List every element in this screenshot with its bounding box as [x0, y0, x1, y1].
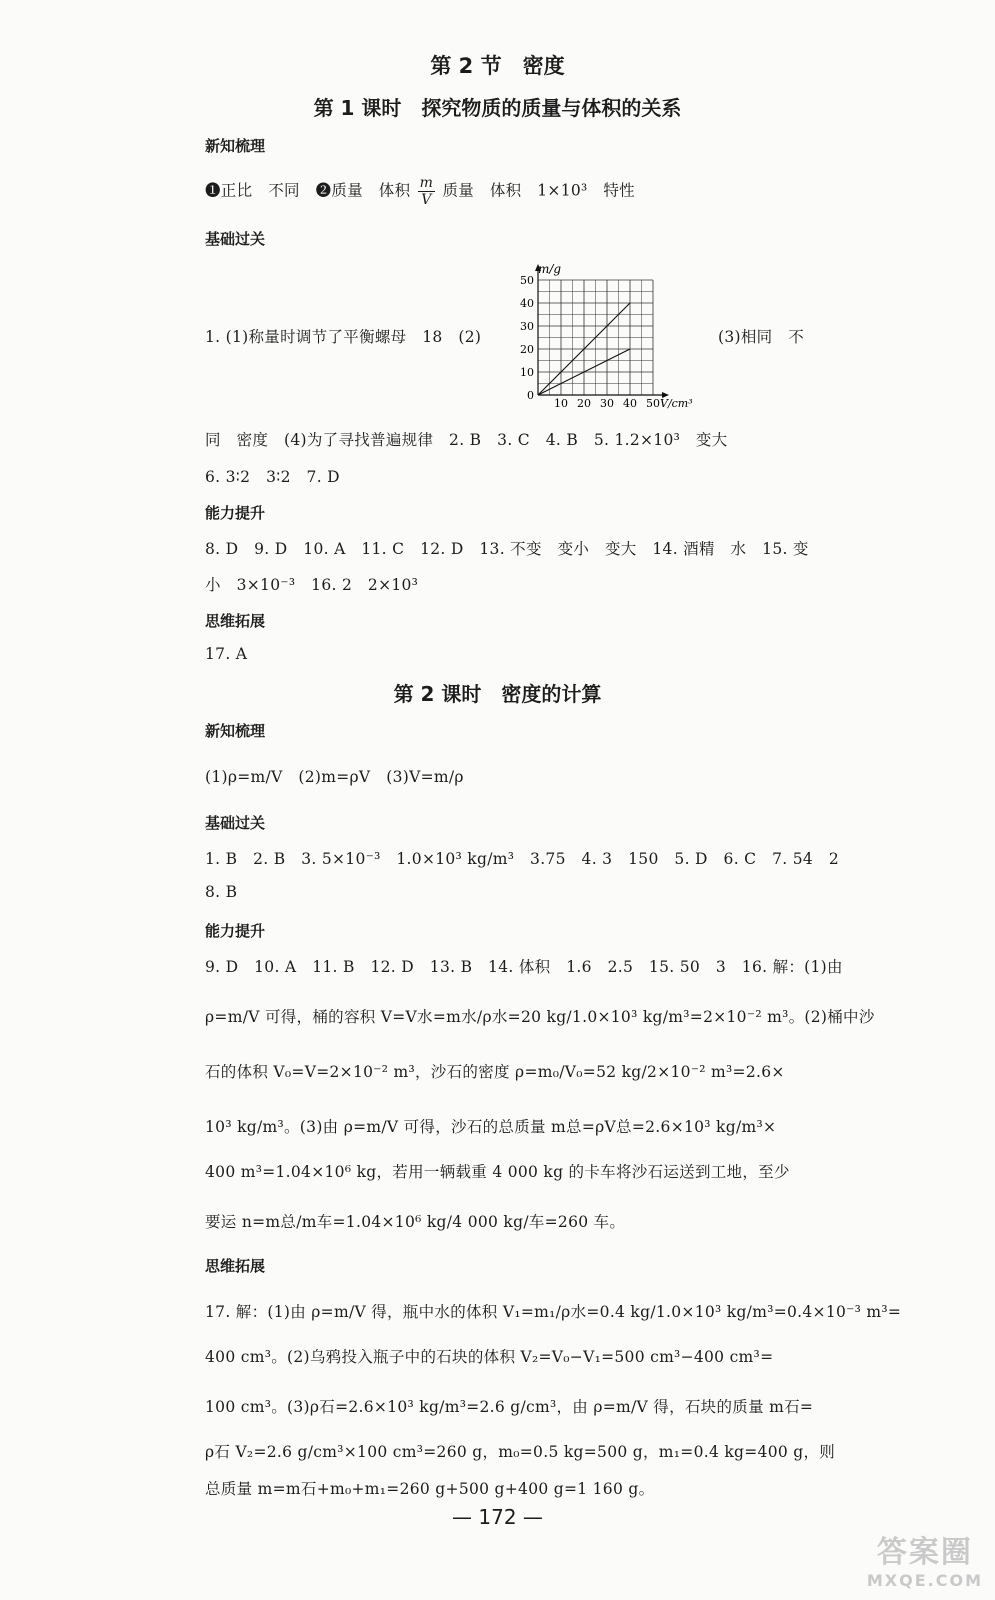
heading-jcgg-1: 基础过关	[205, 230, 266, 248]
l1-q6: 6. 3∶2 3∶2 7. D	[205, 468, 340, 486]
l2-nl3: 石的体积 V₀=V=2×10⁻² m³，沙石的密度 ρ=m₀/V₀=52 kg/2×10⁻² m³=2.6×	[205, 1063, 785, 1081]
watermark-logo: 答案圈 MXQE.COM	[866, 1535, 983, 1590]
heading-swtz-1: 思维拓展	[205, 612, 266, 630]
l2-nl2: ρ=m/V 可得，桶的容积 V=V水=m水/ρ水=20 kg/1.0×10³ kg/m³=2×10⁻² m³。(2)桶中沙	[205, 1008, 875, 1026]
l1-xzsl-a: ❶正比 不同 ❷质量 体积	[205, 181, 411, 200]
density-fraction: $\frac{m}{V}$	[419, 175, 434, 208]
x-axis-label: V/cm³	[660, 397, 693, 410]
l1-xzsl-line	[205, 175, 825, 208]
lesson2-title: 第 2 课时 密度的计算	[393, 682, 602, 706]
heading-xzsl-1: 新知梳理	[205, 137, 266, 155]
l2-jc1: 1. B 2. B 3. 5×10⁻³ 1.0×10³ kg/m³ 3.75 4. 3 150 5. D 6. C 7. 54 2	[205, 850, 840, 868]
x-tick-label: 50	[646, 397, 660, 410]
l2-sw1: 17. 解：(1)由 ρ=m/V 得，瓶中水的体积 V₁=m₁/ρ水=0.4 kg/1.0×10³ kg/m³=0.4×10⁻³ m³=	[205, 1303, 902, 1321]
heading-xzsl-2: 新知梳理	[205, 722, 266, 740]
l2-sw2: 400 cm³。(2)乌鸦投入瓶子中的石块的体积 V₂=V₀−V₁=500 cm³−400 cm³=	[205, 1348, 774, 1366]
l2-sw4: ρ石 V₂=2.6 g/cm³×100 cm³=260 g，m₀=0.5 kg=500 g，m₁=0.4 kg=400 g，则	[205, 1443, 836, 1461]
mass-volume-chart	[510, 255, 710, 415]
l2-nl5: 400 m³=1.04×10⁶ kg，若用一辆载重 4 000 kg 的卡车将沙石运送到工地，至少	[205, 1163, 790, 1181]
y-tick-label: 50	[520, 274, 534, 287]
l2-jc2: 8. B	[205, 883, 238, 901]
x-tick-label: 30	[600, 397, 614, 410]
l1-q1-cont: 同 密度 (4)为了寻找普遍规律 2. B 3. C 4. B 5. 1.2×10³ 变大	[205, 431, 728, 449]
lesson1-title: 第 1 课时 探究物质的质量与体积的关系	[313, 96, 682, 120]
l2-nl4: 10³ kg/m³。(3)由 ρ=m/V 可得，沙石的总质量 m总=ρV总=2.6×10³ kg/m³×	[205, 1118, 777, 1136]
l2-nl6: 要运 n=m总/m车=1.04×10⁶ kg/4 000 kg/车=260 车。	[205, 1213, 626, 1231]
l1-xzsl-b: 质量 体积 1×10³ 特性	[442, 181, 635, 200]
x-tick-label: 10	[554, 397, 568, 410]
y-tick-label: 30	[520, 320, 534, 333]
page-number: — 172 —	[452, 1505, 543, 1529]
section-title: 第 2 节 密度	[430, 54, 565, 78]
heading-jcgg-2: 基础过关	[205, 814, 266, 832]
x-tick-label: 40	[623, 397, 637, 410]
l2-sw3: 100 cm³。(3)ρ石=2.6×10³ kg/m³=2.6 g/cm³，由 ρ=m/V 得，石块的质量 m石=	[205, 1398, 814, 1416]
l1-nl2: 小 3×10⁻³ 16. 2 2×10³	[205, 576, 419, 594]
y-tick-label: 0	[527, 389, 534, 402]
l2-sw5: 总质量 m=m石+m₀+m₁=260 g+500 g+400 g=1 160 g。	[205, 1480, 655, 1498]
heading-swtz-2: 思维拓展	[205, 1257, 266, 1275]
heading-nlts-2: 能力提升	[205, 922, 266, 940]
y-tick-label: 40	[520, 297, 534, 310]
x-tick-label: 20	[577, 397, 591, 410]
l1-q1-left: 1. (1)称量时调节了平衡螺母 18 (2)	[205, 328, 482, 346]
chart-ticks	[520, 274, 660, 410]
l1-nl1: 8. D 9. D 10. A 11. C 12. D 13. 不变 变小 变大 14. 酒精 水 15. 变	[205, 540, 809, 558]
y-tick-label: 20	[520, 343, 534, 356]
l2-nl1: 9. D 10. A 11. B 12. D 13. B 14. 体积 1.6 2.5 15. 50 3 16. 解：(1)由	[205, 958, 843, 976]
y-axis-label: m/g	[538, 262, 562, 276]
l1-sw: 17. A	[205, 645, 248, 663]
heading-nlts-1: 能力提升	[205, 504, 266, 522]
y-tick-label: 10	[520, 366, 534, 379]
l1-q1-right: (3)相同 不	[718, 328, 805, 346]
l2-xzsl: (1)ρ=m/V (2)m=ρV (3)V=m/ρ	[205, 768, 464, 786]
